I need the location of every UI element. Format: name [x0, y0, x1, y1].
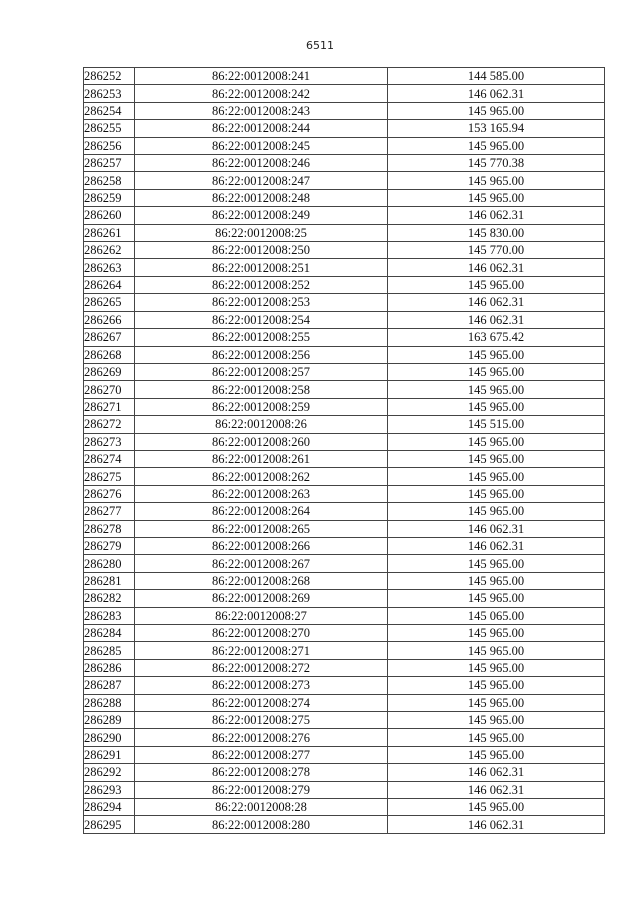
- row-number-cell: 286264: [84, 276, 135, 293]
- cadastral-value-cell: 145 965.00: [388, 381, 605, 398]
- cadastral-number-cell: 86:22:0012008:249: [135, 207, 388, 224]
- cadastral-number-cell: 86:22:0012008:241: [135, 68, 388, 85]
- cadastral-number-cell: 86:22:0012008:270: [135, 625, 388, 642]
- row-number-cell: 286278: [84, 520, 135, 537]
- row-number-cell: 286255: [84, 120, 135, 137]
- row-number-cell: 286277: [84, 503, 135, 520]
- row-number-cell: 286289: [84, 712, 135, 729]
- row-number-cell: 286266: [84, 311, 135, 328]
- cadastral-number-cell: 86:22:0012008:258: [135, 381, 388, 398]
- table-row: [84, 102, 605, 119]
- cadastral-value-cell: 145 965.00: [388, 729, 605, 746]
- cadastral-number-cell: 86:22:0012008:278: [135, 764, 388, 781]
- cadastral-value-cell: 145 065.00: [388, 607, 605, 624]
- cadastral-number-cell: 86:22:0012008:242: [135, 85, 388, 102]
- table-row: [84, 433, 605, 450]
- cadastral-number-cell: 86:22:0012008:272: [135, 659, 388, 676]
- row-number-cell: 286265: [84, 294, 135, 311]
- cadastral-value-cell: 145 965.00: [388, 363, 605, 380]
- row-number-cell: 286270: [84, 381, 135, 398]
- table-row: [84, 503, 605, 520]
- table-row: [84, 537, 605, 554]
- table-row: [84, 276, 605, 293]
- row-number-cell: 286272: [84, 416, 135, 433]
- cadastral-value-cell: 146 062.31: [388, 294, 605, 311]
- table-row: [84, 311, 605, 328]
- table-row: [84, 398, 605, 415]
- cadastral-value-cell: 145 965.00: [388, 172, 605, 189]
- row-number-cell: 286287: [84, 677, 135, 694]
- cadastral-value-cell: 146 062.31: [388, 764, 605, 781]
- row-number-cell: 286285: [84, 642, 135, 659]
- cadastral-value-cell: 145 830.00: [388, 224, 605, 241]
- row-number-cell: 286276: [84, 485, 135, 502]
- cadastral-value-cell: 145 965.00: [388, 659, 605, 676]
- table-row: [84, 329, 605, 346]
- table-row: [84, 555, 605, 572]
- table-row: [84, 712, 605, 729]
- row-number-cell: 286269: [84, 363, 135, 380]
- row-number-cell: 286254: [84, 102, 135, 119]
- cadastral-value-cell: 145 965.00: [388, 642, 605, 659]
- row-number-cell: 286275: [84, 468, 135, 485]
- cadastral-value-cell: 145 965.00: [388, 572, 605, 589]
- cadastral-number-cell: 86:22:0012008:246: [135, 155, 388, 172]
- cadastral-value-cell: 146 062.31: [388, 537, 605, 554]
- cadastral-number-cell: 86:22:0012008:252: [135, 276, 388, 293]
- cadastral-number-cell: 86:22:0012008:273: [135, 677, 388, 694]
- cadastral-value-cell: 145 965.00: [388, 398, 605, 415]
- cadastral-number-cell: 86:22:0012008:247: [135, 172, 388, 189]
- row-number-cell: 286295: [84, 816, 135, 833]
- row-number-cell: 286252: [84, 68, 135, 85]
- table-row: [84, 572, 605, 589]
- row-number-cell: 286281: [84, 572, 135, 589]
- cadastral-value-cell: 145 965.00: [388, 433, 605, 450]
- cadastral-value-cell: 145 965.00: [388, 555, 605, 572]
- row-number-cell: 286273: [84, 433, 135, 450]
- table-row: [84, 155, 605, 172]
- row-number-cell: 286256: [84, 137, 135, 154]
- table-row: [84, 363, 605, 380]
- cadastral-number-cell: 86:22:0012008:268: [135, 572, 388, 589]
- cadastral-number-cell: 86:22:0012008:277: [135, 746, 388, 763]
- cadastral-number-cell: 86:22:0012008:265: [135, 520, 388, 537]
- cadastral-value-cell: 145 770.00: [388, 242, 605, 259]
- row-number-cell: 286280: [84, 555, 135, 572]
- cadastral-value-cell: 146 062.31: [388, 520, 605, 537]
- cadastral-number-cell: 86:22:0012008:255: [135, 329, 388, 346]
- row-number-cell: 286260: [84, 207, 135, 224]
- row-number-cell: 286253: [84, 85, 135, 102]
- cadastral-value-cell: 145 965.00: [388, 189, 605, 206]
- table-row: [84, 746, 605, 763]
- table-row: [84, 381, 605, 398]
- cadastral-number-cell: 86:22:0012008:274: [135, 694, 388, 711]
- cadastral-number-cell: 86:22:0012008:279: [135, 781, 388, 798]
- cadastral-value-cell: 146 062.31: [388, 781, 605, 798]
- cadastral-number-cell: 86:22:0012008:253: [135, 294, 388, 311]
- table-row: [84, 85, 605, 102]
- table-row: [84, 729, 605, 746]
- cadastral-value-cell: 145 965.00: [388, 102, 605, 119]
- cadastral-value-cell: 145 965.00: [388, 276, 605, 293]
- table-row: [84, 590, 605, 607]
- cadastral-value-cell: 145 770.38: [388, 155, 605, 172]
- row-number-cell: 286259: [84, 189, 135, 206]
- cadastral-value-cell: 144 585.00: [388, 68, 605, 85]
- table-row: [84, 68, 605, 85]
- cadastral-number-cell: 86:22:0012008:248: [135, 189, 388, 206]
- cadastral-value-cell: 146 062.31: [388, 85, 605, 102]
- table-row: [84, 242, 605, 259]
- table-body: [84, 68, 605, 834]
- cadastral-value-cell: 145 965.00: [388, 468, 605, 485]
- cadastral-number-cell: 86:22:0012008:25: [135, 224, 388, 241]
- cadastral-value-cell: 145 965.00: [388, 346, 605, 363]
- cadastral-value-cell: 145 965.00: [388, 694, 605, 711]
- table-row: [84, 520, 605, 537]
- table-row: [84, 816, 605, 833]
- table-row: [84, 137, 605, 154]
- cadastral-value-cell: 146 062.31: [388, 311, 605, 328]
- cadastral-value-cell: 145 965.00: [388, 485, 605, 502]
- table-row: [84, 764, 605, 781]
- cadastral-value-cell: 145 965.00: [388, 450, 605, 467]
- row-number-cell: 286290: [84, 729, 135, 746]
- cadastral-number-cell: 86:22:0012008:245: [135, 137, 388, 154]
- table-row: [84, 607, 605, 624]
- table-row: [84, 259, 605, 276]
- cadastral-value-cell: 146 062.31: [388, 816, 605, 833]
- row-number-cell: 286261: [84, 224, 135, 241]
- row-number-cell: 286286: [84, 659, 135, 676]
- cadastral-number-cell: 86:22:0012008:271: [135, 642, 388, 659]
- row-number-cell: 286262: [84, 242, 135, 259]
- table-row: [84, 120, 605, 137]
- cadastral-number-cell: 86:22:0012008:266: [135, 537, 388, 554]
- row-number-cell: 286282: [84, 590, 135, 607]
- row-number-cell: 286283: [84, 607, 135, 624]
- cadastral-number-cell: 86:22:0012008:257: [135, 363, 388, 380]
- cadastral-number-cell: 86:22:0012008:276: [135, 729, 388, 746]
- table-row: [84, 294, 605, 311]
- cadastral-value-cell: 163 675.42: [388, 329, 605, 346]
- row-number-cell: 286293: [84, 781, 135, 798]
- table-row: [84, 799, 605, 816]
- cadastral-number-cell: 86:22:0012008:267: [135, 555, 388, 572]
- table-row: [84, 172, 605, 189]
- cadastral-value-cell: 145 965.00: [388, 590, 605, 607]
- page-number: 6511: [306, 39, 334, 52]
- table-row: [84, 694, 605, 711]
- cadastral-value-cell: 153 165.94: [388, 120, 605, 137]
- cadastral-number-cell: 86:22:0012008:243: [135, 102, 388, 119]
- cadastral-value-cell: 146 062.31: [388, 259, 605, 276]
- cadastral-number-cell: 86:22:0012008:254: [135, 311, 388, 328]
- cadastral-value-cell: 145 965.00: [388, 712, 605, 729]
- cadastral-number-cell: 86:22:0012008:263: [135, 485, 388, 502]
- table-row: [84, 416, 605, 433]
- table-row: [84, 224, 605, 241]
- cadastral-value-cell: 145 515.00: [388, 416, 605, 433]
- cadastral-value-table: [83, 67, 605, 834]
- cadastral-number-cell: 86:22:0012008:256: [135, 346, 388, 363]
- cadastral-value-cell: 145 965.00: [388, 503, 605, 520]
- table-row: [84, 677, 605, 694]
- cadastral-number-cell: 86:22:0012008:250: [135, 242, 388, 259]
- cadastral-number-cell: 86:22:0012008:27: [135, 607, 388, 624]
- table-row: [84, 659, 605, 676]
- cadastral-number-cell: 86:22:0012008:26: [135, 416, 388, 433]
- table-row: [84, 450, 605, 467]
- row-number-cell: 286267: [84, 329, 135, 346]
- cadastral-number-cell: 86:22:0012008:264: [135, 503, 388, 520]
- cadastral-value-cell: 145 965.00: [388, 799, 605, 816]
- row-number-cell: 286268: [84, 346, 135, 363]
- row-number-cell: 286288: [84, 694, 135, 711]
- cadastral-number-cell: 86:22:0012008:251: [135, 259, 388, 276]
- row-number-cell: 286258: [84, 172, 135, 189]
- table-row: [84, 485, 605, 502]
- cadastral-number-cell: 86:22:0012008:244: [135, 120, 388, 137]
- row-number-cell: 286257: [84, 155, 135, 172]
- row-number-cell: 286292: [84, 764, 135, 781]
- cadastral-number-cell: 86:22:0012008:275: [135, 712, 388, 729]
- cadastral-value-cell: 145 965.00: [388, 746, 605, 763]
- cadastral-value-cell: 145 965.00: [388, 625, 605, 642]
- row-number-cell: 286291: [84, 746, 135, 763]
- row-number-cell: 286294: [84, 799, 135, 816]
- table-row: [84, 346, 605, 363]
- cadastral-number-cell: 86:22:0012008:28: [135, 799, 388, 816]
- cadastral-number-cell: 86:22:0012008:260: [135, 433, 388, 450]
- table-row: [84, 468, 605, 485]
- row-number-cell: 286279: [84, 537, 135, 554]
- cadastral-value-cell: 145 965.00: [388, 137, 605, 154]
- table-row: [84, 189, 605, 206]
- cadastral-number-cell: 86:22:0012008:280: [135, 816, 388, 833]
- row-number-cell: 286263: [84, 259, 135, 276]
- row-number-cell: 286284: [84, 625, 135, 642]
- table-row: [84, 642, 605, 659]
- cadastral-value-cell: 145 965.00: [388, 677, 605, 694]
- cadastral-value-cell: 146 062.31: [388, 207, 605, 224]
- cadastral-number-cell: 86:22:0012008:261: [135, 450, 388, 467]
- table-row: [84, 207, 605, 224]
- cadastral-number-cell: 86:22:0012008:269: [135, 590, 388, 607]
- table-row: [84, 625, 605, 642]
- row-number-cell: 286274: [84, 450, 135, 467]
- cadastral-number-cell: 86:22:0012008:259: [135, 398, 388, 415]
- row-number-cell: 286271: [84, 398, 135, 415]
- table-row: [84, 781, 605, 798]
- cadastral-number-cell: 86:22:0012008:262: [135, 468, 388, 485]
